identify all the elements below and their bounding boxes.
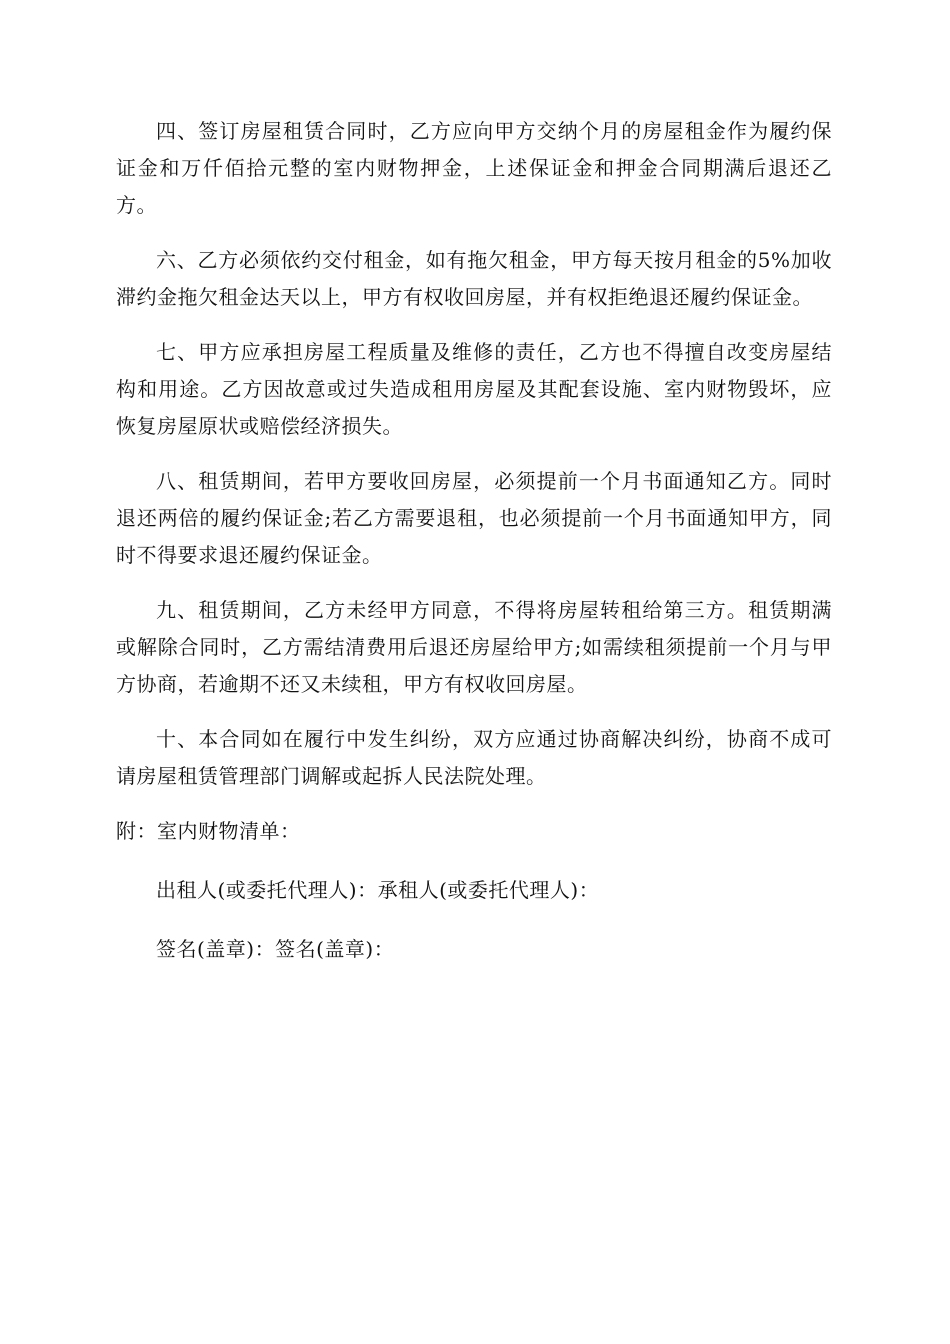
signature-line: 签名(盖章)：签名(盖章)： [156,937,395,961]
clause-6: 六、乙方必须依约交付租金，如有拖欠租金，甲方每天按月租金的5%加收滞约金拖欠租金达天以上，甲方有权收回房屋，并有权拒绝退还履约保证金。 [116,248,832,309]
clause-8: 八、租赁期间，若甲方要收回房屋，必须提前一个月书面通知乙方。同时退还两倍的履约保证金;若乙方需要退租，也必须提前一个月书面通知甲方，同时不得要求退还履约保证金。 [116,469,832,567]
contract-body [116,113,832,986]
clause-4: 四、签订房屋租赁合同时，乙方应向甲方交纳个月的房屋租金作为履约保证金和万仟佰拾元整的室内财物押金，上述保证金和押金合同期满后退还乙方。 [116,119,832,217]
clause-10: 十、本合同如在履行中发生纠纷，双方应通过协商解决纠纷，协商不成可请房屋租赁管理部门调解或起拆人民法院处理。 [116,727,832,788]
appendix-line: 附：室内财物清单： [116,819,301,843]
parties-line: 出租人(或委托代理人)：承租人(或委托代理人)： [156,878,600,902]
clause-7: 七、甲方应承担房屋工程质量及维修的责任，乙方也不得擅自改变房屋结构和用途。乙方因故意或过失造成租用房屋及其配套设施、室内财物毁坏，应恢复房屋原状或赔偿经济损失。 [116,340,832,438]
clause-9: 九、租赁期间，乙方未经甲方同意，不得将房屋转租给第三方。租赁期满或解除合同时，乙方需结清费用后退还房屋给甲方;如需续租须提前一个月与甲方协商，若逾期不还又未续租，甲方有权收回房屋。 [116,598,832,696]
